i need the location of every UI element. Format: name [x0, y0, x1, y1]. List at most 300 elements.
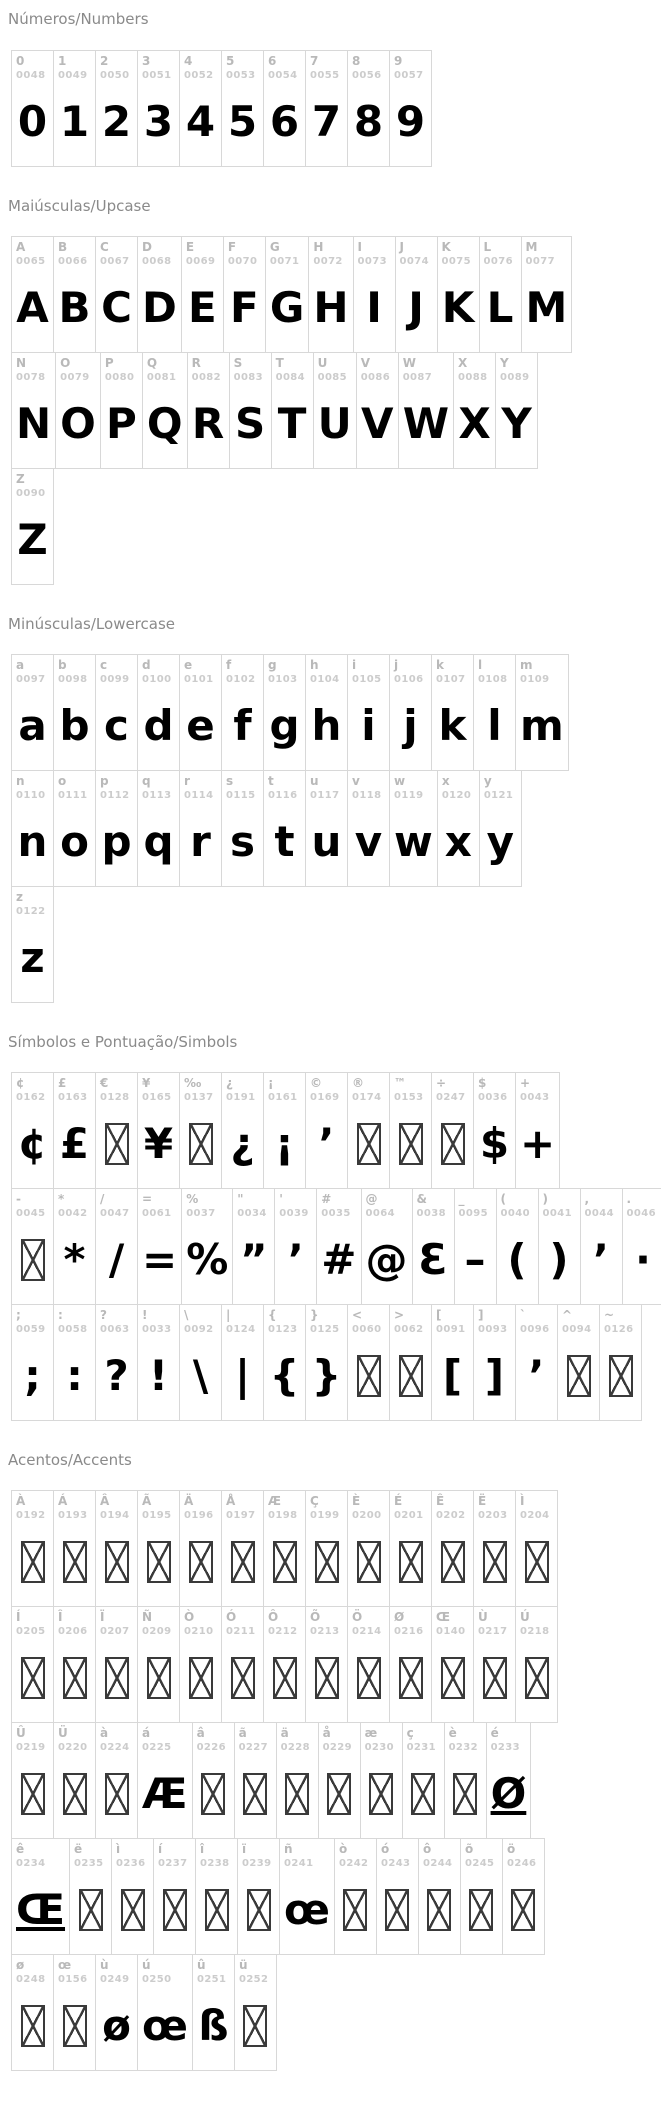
code-label: 0202	[436, 1510, 466, 1521]
notdef-glyph	[158, 1870, 191, 1946]
notdef-glyph	[339, 1870, 372, 1946]
code-label: 0082	[191, 372, 222, 383]
notdef-icon	[147, 1541, 171, 1583]
glyph: X	[458, 399, 491, 448]
glyph-cell	[347, 1490, 390, 1607]
char-label: ,	[584, 1192, 590, 1206]
cell-labels	[142, 1308, 171, 1336]
glyph-row	[12, 1189, 661, 1305]
notdef-glyph	[478, 1522, 511, 1598]
glyph: ’	[287, 1235, 304, 1284]
glyph: q	[143, 817, 174, 866]
char-label: €	[100, 1076, 109, 1090]
glyph: D	[142, 283, 177, 332]
glyph: ¥	[143, 1119, 174, 1168]
glyph-cell	[305, 1304, 348, 1421]
char-label: ®	[352, 1076, 364, 1090]
notdef-icon	[399, 1123, 423, 1165]
cell-labels	[100, 774, 129, 802]
notdef-icon	[205, 1889, 229, 1931]
section-4	[8, 1451, 661, 2071]
cell-labels	[186, 1192, 215, 1220]
glyph-cell	[181, 1188, 233, 1305]
glyph-cell	[192, 1954, 235, 2071]
notdef-glyph	[507, 1870, 540, 1946]
cell-labels	[394, 1494, 423, 1522]
code-label: 0077	[525, 256, 555, 267]
notdef-icon	[273, 1541, 297, 1583]
notdef-icon	[441, 1541, 465, 1583]
char-label: s	[226, 774, 234, 788]
glyph: Q	[146, 399, 183, 448]
char-label: ?	[100, 1308, 107, 1322]
char-label: W	[402, 356, 416, 370]
cell-labels	[417, 1192, 446, 1220]
cell-labels	[100, 54, 129, 82]
char-label: â	[196, 1726, 205, 1740]
code-label: 0174	[352, 1092, 382, 1103]
notdef-glyph	[394, 1336, 427, 1412]
code-label: 0035	[321, 1208, 351, 1219]
glyph-cell	[389, 50, 432, 167]
notdef-glyph	[16, 1638, 49, 1714]
code-label: 0110	[16, 790, 46, 801]
notdef-glyph	[58, 1754, 91, 1830]
glyph-cell	[453, 352, 496, 469]
glyph-cell	[179, 1072, 222, 1189]
char-label: .	[626, 1192, 632, 1206]
glyph: w	[394, 817, 433, 866]
cell-labels	[436, 1308, 465, 1336]
char-label: c	[100, 658, 108, 672]
char-label: E	[185, 240, 195, 254]
section-title: Acentos/Accents	[8, 1451, 132, 1469]
char-label: 7	[310, 54, 319, 68]
code-label: 0251	[196, 1974, 227, 1985]
cell-labels	[192, 356, 221, 384]
cell-labels	[58, 1726, 87, 1754]
glyph-cell	[137, 1722, 193, 1839]
section-title: Símbolos e Pontuação/Simbols	[8, 1033, 238, 1051]
glyph-cell	[313, 352, 357, 469]
notdef-glyph	[100, 1638, 133, 1714]
notdef-icon	[63, 2005, 87, 2047]
glyph: e	[186, 701, 215, 750]
glyph-cell	[263, 1304, 306, 1421]
cell-labels	[543, 1192, 572, 1220]
glyph-row	[12, 237, 572, 353]
glyph-row	[12, 1073, 661, 1189]
code-label: 0241	[284, 1858, 314, 1869]
char-label: m	[520, 658, 533, 672]
cell-labels	[100, 1308, 129, 1336]
notdef-glyph	[226, 1638, 259, 1714]
glyph-cell	[495, 352, 538, 469]
code-label: 0114	[184, 790, 214, 801]
char-label: C	[100, 240, 109, 254]
char-label: Ü	[58, 1726, 68, 1740]
notdef-glyph	[197, 1754, 230, 1830]
cell-labels	[436, 658, 465, 686]
char-label: 1	[58, 54, 67, 68]
glyph-row	[12, 655, 569, 771]
code-label: 0209	[142, 1626, 172, 1637]
cell-labels	[442, 240, 471, 268]
glyph-cell	[11, 352, 56, 469]
glyph-cell	[95, 1304, 138, 1421]
notdef-icon	[525, 1541, 549, 1583]
char-label: y	[483, 774, 492, 788]
glyph-cell	[221, 1606, 264, 1723]
glyph: u	[311, 817, 342, 866]
char-label: Ë	[478, 1494, 487, 1508]
notdef-glyph	[449, 1754, 482, 1830]
cell-labels	[226, 658, 255, 686]
cell-labels	[352, 1494, 381, 1522]
code-label: 0040	[500, 1208, 530, 1219]
cell-labels	[16, 774, 45, 802]
cell-labels	[279, 1192, 308, 1220]
glyph: 0	[17, 97, 48, 146]
notdef-glyph	[58, 1986, 91, 2062]
cell-labels	[270, 240, 299, 268]
glyph: 2	[101, 97, 132, 146]
glyph: r	[190, 817, 211, 866]
char-label: ä	[280, 1726, 289, 1740]
glyph: n	[17, 817, 48, 866]
cell-labels	[423, 1842, 452, 1870]
cell-labels	[16, 1192, 45, 1220]
code-label: 0119	[394, 790, 424, 801]
glyph: C	[101, 283, 132, 332]
glyph: 3	[143, 97, 174, 146]
glyph-cell	[437, 770, 480, 887]
code-label: 0087	[402, 372, 433, 383]
glyph-cell	[229, 352, 272, 469]
char-label: û	[196, 1958, 206, 1972]
glyph-cell	[11, 50, 54, 167]
char-label: ã	[238, 1726, 247, 1740]
char-label: d	[142, 658, 151, 672]
code-label: 0124	[226, 1324, 256, 1335]
char-label: =	[142, 1192, 153, 1206]
code-label: 0128	[100, 1092, 130, 1103]
cell-labels	[365, 1726, 394, 1754]
cell-labels	[58, 240, 87, 268]
glyph-cell	[271, 352, 314, 469]
code-label: 0163	[58, 1092, 88, 1103]
glyph-cell	[580, 1188, 623, 1305]
cell-labels	[310, 1610, 339, 1638]
notdef-icon	[21, 1541, 45, 1583]
char-label: 2	[100, 54, 109, 68]
glyph-cell	[473, 1490, 516, 1607]
glyph-cell	[221, 654, 264, 771]
code-label: 0106	[394, 674, 424, 685]
code-label: 0037	[186, 1208, 216, 1219]
code-label: 0231	[406, 1742, 437, 1753]
code-label: 0115	[226, 790, 256, 801]
cell-labels	[105, 356, 134, 384]
glyph-cell	[11, 1838, 70, 1955]
char-label: Ä	[184, 1494, 194, 1508]
glyph-cell	[11, 1954, 54, 2071]
cell-labels	[520, 1610, 549, 1638]
char-label: L	[483, 240, 492, 254]
notdef-glyph	[268, 1522, 301, 1598]
cell-labels	[585, 1192, 614, 1220]
cell-labels	[142, 1958, 171, 1986]
cell-labels	[268, 774, 297, 802]
glyph-cell	[437, 236, 480, 353]
notdef-glyph	[394, 1104, 427, 1180]
char-label: b	[58, 658, 67, 672]
glyph-cell	[263, 654, 306, 771]
notdef-glyph	[100, 1754, 133, 1830]
glyph: l	[487, 701, 502, 750]
cell-labels	[142, 1610, 171, 1638]
notdef-glyph	[58, 1638, 91, 1714]
cell-labels	[403, 356, 432, 384]
glyph-cell	[137, 1304, 180, 1421]
glyph: j	[403, 701, 418, 750]
glyph: d	[143, 701, 174, 750]
char-label: S	[233, 356, 243, 370]
cell-labels	[142, 1192, 171, 1220]
notdef-glyph	[281, 1754, 314, 1830]
code-label: 0070	[227, 256, 258, 267]
code-label: 0050	[100, 70, 130, 81]
code-label: 0250	[142, 1974, 172, 1985]
code-label: 0090	[16, 488, 46, 499]
char-label: 6	[268, 54, 277, 68]
code-label: 0034	[237, 1208, 267, 1219]
code-label: 0228	[280, 1742, 311, 1753]
cell-labels	[484, 774, 513, 802]
char-label: Ô	[268, 1610, 279, 1624]
notdef-icon	[441, 1657, 465, 1699]
cell-labels	[310, 1494, 339, 1522]
code-label: 0233	[490, 1742, 521, 1753]
notdef-icon	[243, 1773, 267, 1815]
glyph-cell	[347, 770, 390, 887]
code-label: 0065	[16, 256, 46, 267]
notdef-glyph	[16, 1522, 49, 1598]
section-2	[8, 615, 661, 1003]
notdef-icon	[163, 1889, 187, 1931]
code-label: 0064	[365, 1208, 395, 1219]
notdef-glyph	[16, 1754, 49, 1830]
glyph-cell	[263, 770, 306, 887]
glyph-cell	[353, 236, 396, 353]
code-label: 0239	[242, 1858, 272, 1869]
glyph-cell	[137, 1072, 180, 1189]
cell-labels	[58, 1076, 87, 1104]
glyph-cell	[95, 50, 138, 167]
glyph: Ø	[490, 1769, 527, 1818]
glyph-cell	[395, 236, 438, 353]
cell-labels	[604, 1308, 633, 1336]
cell-labels	[366, 1192, 395, 1220]
cell-labels	[184, 658, 213, 686]
char-label: +	[520, 1076, 531, 1090]
glyph-cell	[454, 1188, 497, 1305]
notdef-icon	[105, 1123, 129, 1165]
char-label: >	[394, 1308, 405, 1322]
code-label: 0092	[184, 1324, 214, 1335]
notdef-icon	[63, 1773, 87, 1815]
cell-labels	[478, 658, 507, 686]
char-label: å	[322, 1726, 331, 1740]
cell-labels	[142, 1076, 171, 1104]
code-label: 0042	[58, 1208, 88, 1219]
cell-labels	[60, 356, 89, 384]
char-label: -	[16, 1192, 21, 1206]
notdef-icon	[483, 1657, 507, 1699]
glyph-cell	[55, 352, 101, 469]
glyph: S	[234, 399, 266, 448]
notdef-icon	[273, 1657, 297, 1699]
code-label: 0079	[60, 372, 90, 383]
cell-labels	[186, 240, 215, 268]
cell-labels	[381, 1842, 410, 1870]
glyph: \	[192, 1351, 209, 1400]
code-label: 0165	[142, 1092, 172, 1103]
code-label: 0102	[226, 674, 256, 685]
cell-labels	[458, 356, 487, 384]
notdef-icon	[385, 1889, 409, 1931]
glyph-cell	[479, 770, 522, 887]
glyph-cell	[53, 1072, 96, 1189]
char-label: e	[184, 658, 193, 672]
code-label: 0100	[142, 674, 172, 685]
glyph: œ	[284, 1885, 330, 1934]
glyph-cell	[389, 1606, 432, 1723]
code-label: 0085	[317, 372, 348, 383]
cell-labels	[500, 356, 529, 384]
char-label: Û	[16, 1726, 26, 1740]
glyph-cell	[305, 1490, 348, 1607]
cell-labels	[268, 54, 297, 82]
char-label: /	[100, 1192, 105, 1206]
cell-labels	[465, 1842, 494, 1870]
char-label: á	[142, 1726, 151, 1740]
char-label: Z	[16, 472, 25, 486]
notdef-icon	[399, 1355, 423, 1397]
code-label: 0238	[200, 1858, 230, 1869]
glyph: g	[269, 701, 300, 750]
char-label: ¿	[226, 1076, 233, 1090]
char-label: ò	[338, 1842, 348, 1856]
char-label: B	[58, 240, 68, 254]
code-label: 0075	[441, 256, 471, 267]
char-label: î	[200, 1842, 205, 1856]
notdef-icon	[567, 1355, 591, 1397]
cell-labels	[310, 658, 339, 686]
cell-labels	[142, 54, 171, 82]
glyph-row	[12, 1491, 558, 1607]
glyph-row	[12, 1607, 558, 1723]
glyph-cell	[418, 1838, 461, 1955]
notdef-glyph	[184, 1104, 217, 1180]
notdef-glyph	[268, 1638, 301, 1714]
char-label: õ	[464, 1842, 474, 1856]
cell-labels	[491, 1726, 520, 1754]
code-label: 0207	[100, 1626, 130, 1637]
notdef-icon	[369, 1773, 393, 1815]
glyph-cell	[53, 770, 96, 887]
glyph-row	[12, 1839, 558, 1955]
char-label: È	[352, 1494, 361, 1508]
char-label: $	[478, 1076, 487, 1090]
char-label: P	[104, 356, 114, 370]
char-label: ø	[16, 1958, 25, 1972]
cell-labels	[394, 1076, 423, 1104]
glyph-cell	[460, 1838, 503, 1955]
glyph-cell	[263, 1606, 306, 1723]
glyph: o	[60, 817, 89, 866]
cell-labels	[16, 1726, 45, 1754]
code-label: 0162	[16, 1092, 46, 1103]
cell-labels	[501, 1192, 530, 1220]
cell-labels	[16, 890, 45, 918]
notdef-glyph	[436, 1104, 469, 1180]
glyph: h	[311, 701, 342, 750]
cell-labels	[507, 1842, 536, 1870]
glyph-cell	[53, 1954, 96, 2071]
cell-labels	[226, 774, 255, 802]
code-label: 0036	[478, 1092, 508, 1103]
code-label: 0081	[146, 372, 177, 383]
glyph-cell	[347, 654, 390, 771]
glyph-cell	[431, 654, 474, 771]
char-label: ï	[242, 1842, 247, 1856]
section-title: Maiúsculas/Upcase	[8, 197, 151, 215]
code-label: 0203	[478, 1510, 508, 1521]
cell-labels	[400, 240, 429, 268]
glyph-cell	[237, 1838, 280, 1955]
glyph-cell	[389, 1072, 432, 1189]
notdef-icon	[189, 1541, 213, 1583]
code-label: 0219	[16, 1742, 46, 1753]
glyph: B	[58, 283, 91, 332]
glyph: k	[438, 701, 467, 750]
glyph: L	[486, 283, 514, 332]
glyph-cell	[53, 1490, 96, 1607]
glyph-cell	[431, 1490, 474, 1607]
char-label: à	[100, 1726, 109, 1740]
glyph: +	[520, 1119, 556, 1168]
cell-labels	[313, 240, 342, 268]
char-label: G	[269, 240, 280, 254]
glyph-cell	[221, 1490, 264, 1607]
code-label: 0111	[58, 790, 88, 801]
char-label: (	[500, 1192, 506, 1206]
notdef-glyph	[562, 1336, 595, 1412]
code-label: 0054	[268, 70, 298, 81]
glyph: J	[408, 283, 424, 332]
cell-labels	[310, 1308, 339, 1336]
code-label: 0099	[100, 674, 130, 685]
glyph-cell	[496, 1188, 539, 1305]
char-label: a	[16, 658, 25, 672]
notdef-icon	[189, 1123, 213, 1165]
code-label: 0201	[394, 1510, 424, 1521]
char-label: }	[310, 1308, 319, 1322]
glyph-cell	[53, 1304, 96, 1421]
notdef-icon	[243, 2005, 267, 2047]
code-label: 0108	[478, 674, 508, 685]
